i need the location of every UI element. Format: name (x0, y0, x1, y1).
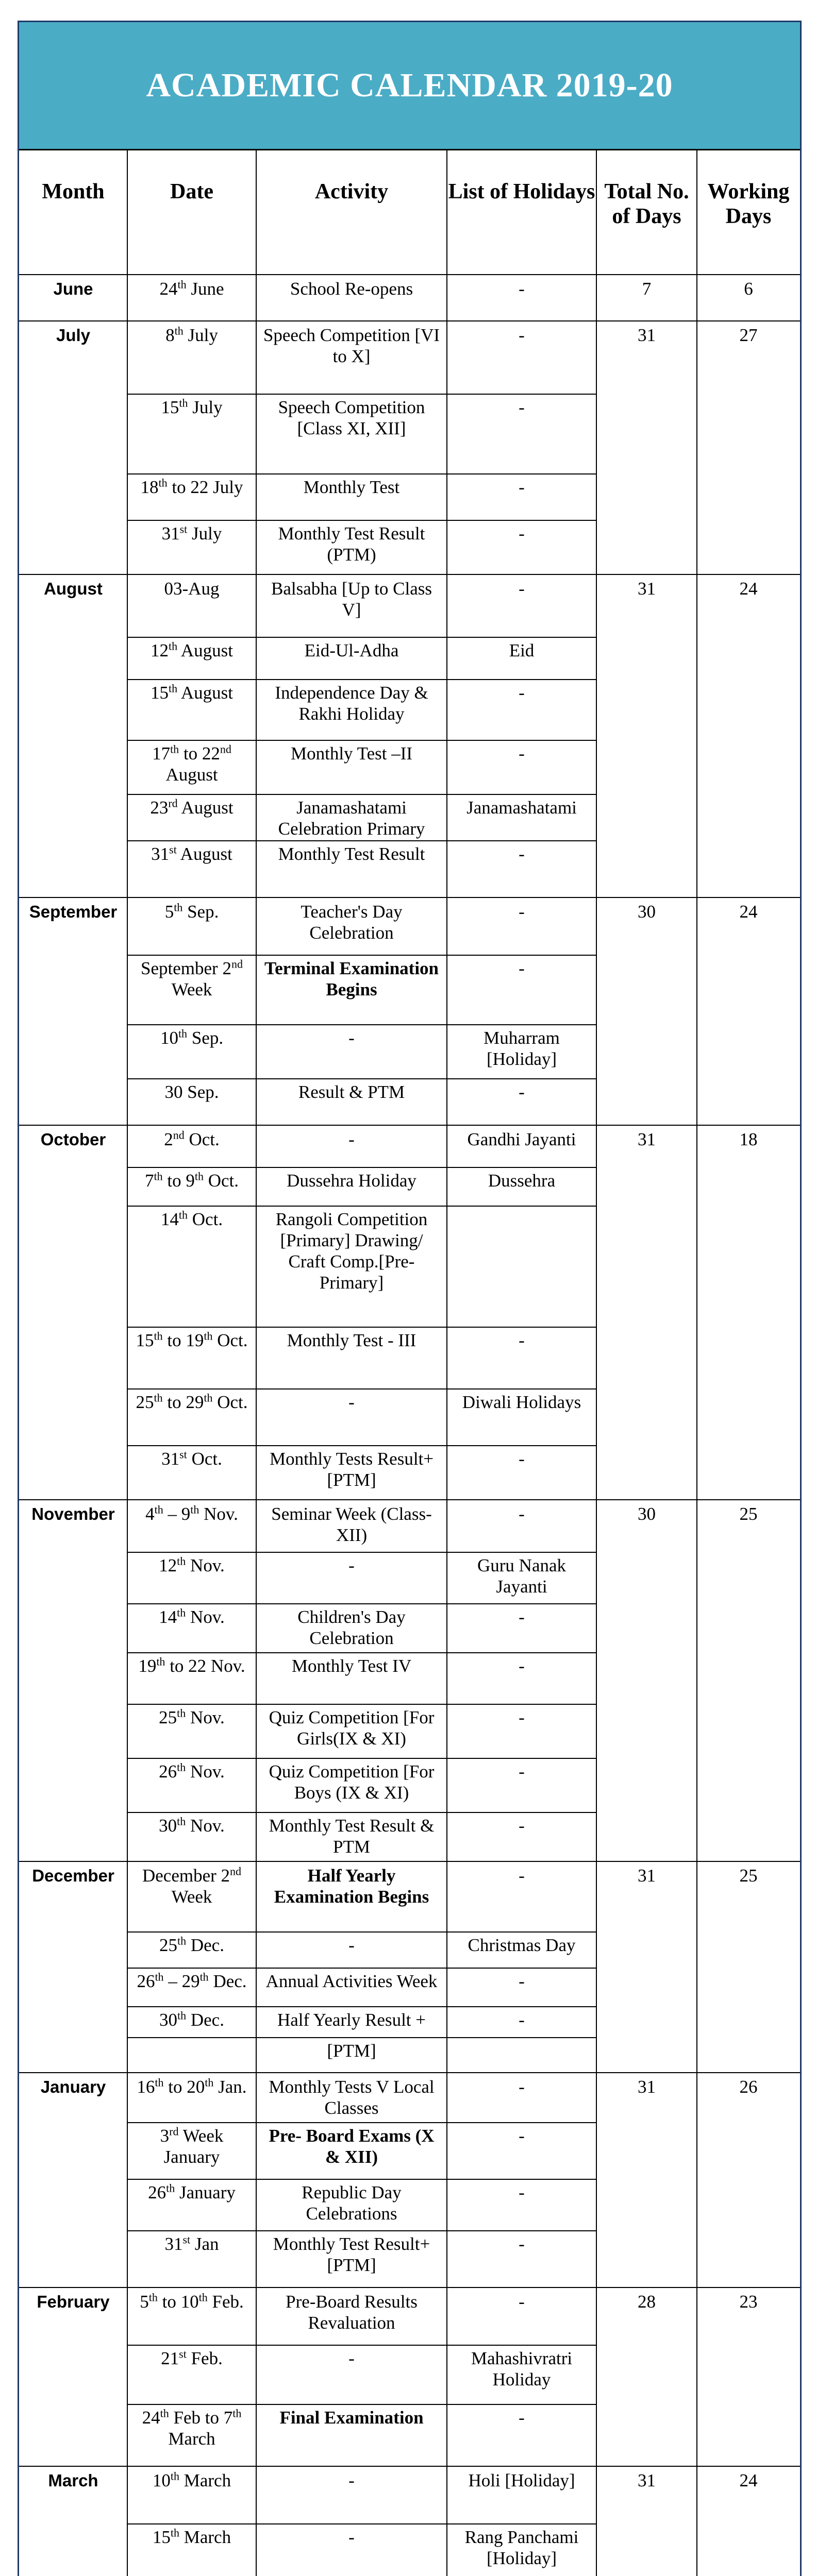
working-days: 27 (739, 325, 758, 345)
event-date: 03-Aug (164, 579, 220, 599)
header-working-days: Working Days (707, 180, 790, 228)
event-holiday: - (519, 2077, 525, 2097)
header-month: Month (42, 180, 105, 204)
header-activity: Activity (314, 180, 389, 204)
event-activity: Quiz Competition [For Boys (IX & XI) (269, 1761, 435, 1803)
column-divider (127, 150, 128, 2576)
event-date: 14th Nov. (159, 1606, 225, 1627)
event-activity: Rangoli Competition [Primary] Drawing/ Craft Comp.[Pre-Primary] (275, 1209, 428, 1293)
event-holiday: Eid (509, 640, 535, 660)
event-holiday: - (519, 1504, 525, 1524)
event-date: 31st Jan (164, 2233, 219, 2254)
event-activity: Republic Day Celebrations (302, 2182, 402, 2224)
working-days: 23 (739, 2292, 758, 2312)
event-activity: Speech Competition [Class XI, XII] (278, 397, 425, 438)
event-holiday: Diwali Holidays (462, 1392, 581, 1412)
event-date: 5th to 10th Feb. (140, 2291, 244, 2312)
event-activity: - (348, 1392, 355, 1412)
event-holiday: - (519, 1082, 525, 1102)
month-name: February (37, 2292, 110, 2311)
event-activity: Monthly Test Result (278, 844, 425, 864)
working-days: 6 (744, 279, 753, 299)
event-holiday: - (519, 477, 525, 497)
event-holiday: - (519, 397, 525, 417)
header-date: Date (170, 180, 213, 204)
total-days: 31 (638, 1129, 656, 1149)
event-holiday: Guru Nanak Jayanti (477, 1555, 567, 1597)
event-date: 24th June (159, 278, 224, 299)
event-activity: Speech Competition [VI to X] (263, 325, 440, 366)
event-date: 3rd Week January (160, 2125, 224, 2167)
event-activity: Half Yearly Result + (277, 2010, 426, 2030)
event-activity: - (348, 1935, 355, 1955)
event-date: 7th to 9th Oct. (144, 1170, 239, 1191)
event-holiday: - (519, 325, 525, 345)
event-activity: Monthly Tests V Local Classes (269, 2077, 435, 2118)
event-date: 21st Feb. (161, 2347, 223, 2368)
event-activity: Pre- Board Exams (X & XII) (269, 2126, 435, 2167)
event-holiday: - (519, 1816, 525, 1836)
event-activity: Teacher's Day Celebration (301, 902, 403, 943)
event-date: 30th Nov. (159, 1815, 225, 1836)
month-name: September (29, 902, 118, 921)
event-activity: - (348, 2470, 355, 2490)
event-activity: Monthly Test –II (290, 743, 413, 764)
event-date: 16th to 20th Jan. (137, 2076, 247, 2097)
event-date: 10th March (152, 2469, 231, 2490)
event-activity: Final Examination (279, 2408, 424, 2428)
event-holiday: - (519, 579, 525, 599)
event-date: 12th August (150, 639, 234, 660)
event-date: 15th March (152, 2526, 231, 2547)
event-holiday: - (519, 1866, 525, 1886)
event-holiday: - (519, 523, 525, 544)
event-activity: Monthly Test IV (291, 1656, 412, 1676)
total-days: 30 (638, 1504, 656, 1524)
column-divider (446, 150, 447, 2576)
event-date: 31st July (161, 522, 222, 544)
event-date: 30 Sep. (164, 1082, 219, 1102)
total-days: 31 (638, 2470, 656, 2490)
total-days: 28 (638, 2292, 656, 2312)
working-days: 26 (739, 2077, 758, 2097)
event-holiday: - (519, 2234, 525, 2254)
event-activity: Terminal Examination Begins (264, 958, 439, 999)
event-holiday (447, 2037, 596, 2072)
event-activity: - (348, 1028, 355, 1048)
event-holiday: - (519, 279, 525, 299)
event-date: 15th to 19th Oct. (136, 1329, 248, 1350)
total-days: 7 (642, 279, 652, 299)
event-holiday: - (519, 743, 525, 764)
event-holiday: - (519, 902, 525, 922)
event-activity: - (348, 2527, 355, 2547)
event-date: 23rd August (150, 796, 234, 818)
month-name: March (48, 2471, 98, 2490)
event-activity: - (348, 2348, 355, 2368)
event-activity: [PTM] (327, 2041, 376, 2061)
event-holiday: Mahashivratri Holiday (471, 2348, 573, 2389)
column-divider (256, 150, 257, 2576)
event-activity: Dussehra Holiday (287, 1171, 416, 1191)
event-activity: Quiz Competition [For Girls(IX & XI) (269, 1707, 435, 1749)
event-date: 24th Feb to 7th March (142, 2406, 242, 2449)
total-days: 31 (638, 579, 656, 599)
total-days: 31 (638, 1866, 656, 1886)
event-holiday: Christmas Day (468, 1935, 576, 1955)
header-total-days: Total No. of Days (604, 180, 689, 228)
event-date: 17th to 22nd August (152, 742, 231, 785)
event-date: 25th Dec. (159, 1934, 224, 1955)
event-holiday: Muharram [Holiday] (484, 1028, 560, 1069)
working-days: 24 (739, 2470, 758, 2490)
event-activity: Monthly Test (303, 477, 400, 497)
event-activity: School Re-opens (290, 279, 413, 299)
event-holiday: - (519, 1707, 525, 1727)
event-date: 12th Nov. (159, 1554, 225, 1575)
event-activity: Balsabha [Up to Class V] (271, 579, 432, 620)
working-days: 18 (739, 1129, 758, 1149)
working-days: 25 (739, 1866, 758, 1886)
header-holidays: List of Holidays (448, 180, 595, 204)
event-activity: Eid-Ul-Adha (304, 640, 399, 660)
total-days: 31 (638, 2077, 656, 2097)
event-activity: Pre-Board Results Revaluation (286, 2292, 418, 2333)
event-activity: Seminar Week (Class- XII) (271, 1504, 432, 1545)
event-holiday: - (519, 2182, 525, 2202)
calendar-title: ACADEMIC CALENDAR 2019-20 (19, 22, 800, 150)
working-days: 24 (739, 902, 758, 922)
event-holiday: - (519, 1607, 525, 1627)
event-date: 31st Oct. (161, 1448, 222, 1469)
event-holiday: Dussehra (488, 1171, 556, 1191)
event-holiday: Holi [Holiday] (468, 2470, 575, 2490)
column-divider (596, 150, 597, 2576)
event-holiday: - (519, 1449, 525, 1469)
event-date: 15th August (150, 682, 234, 703)
event-date: 14th Oct. (160, 1208, 223, 1229)
event-activity: Monthly Test Result (PTM) (278, 523, 425, 565)
event-holiday: - (519, 958, 525, 978)
event-activity: Independence Day & Rakhi Holiday (275, 683, 428, 724)
event-activity: Children's Day Celebration (297, 1607, 406, 1648)
event-activity: Monthly Test Result+ [PTM] (273, 2234, 430, 2275)
event-activity: - (348, 1129, 355, 1149)
calendar-frame (18, 21, 802, 2576)
column-divider (696, 150, 697, 2576)
month-name: January (40, 2077, 106, 2096)
month-name: December (32, 1866, 114, 1885)
event-holiday: - (519, 1330, 525, 1350)
event-date: 26th Nov. (159, 1760, 225, 1782)
total-days: 31 (638, 325, 656, 345)
event-date: September 2nd Week (141, 957, 243, 999)
month-name: August (44, 579, 103, 598)
event-date: 30th Dec. (159, 2009, 224, 2030)
month-name: October (40, 1130, 106, 1149)
event-holiday: - (519, 683, 525, 703)
event-activity: - (348, 1555, 355, 1575)
event-holiday: Janamashatami (467, 798, 577, 818)
event-date: 26th – 29th Dec. (137, 1970, 247, 1991)
event-holiday: - (519, 1971, 525, 1991)
total-days: 30 (638, 902, 656, 922)
event-date: 2nd Oct. (164, 1128, 220, 1149)
event-activity: Annual Activities Week (265, 1971, 438, 1991)
event-holiday: - (519, 2010, 525, 2030)
event-holiday: - (519, 1656, 525, 1676)
event-date: 15th July (161, 396, 223, 417)
event-holiday: - (519, 2292, 525, 2312)
event-date: 25th Nov. (159, 1706, 225, 1727)
event-date: 18th to 22 July (140, 476, 243, 497)
event-activity: Half Yearly Examination Begins (274, 1866, 429, 1907)
month-name: June (53, 279, 93, 298)
event-date: 4th – 9th Nov. (145, 1503, 238, 1524)
event-date (127, 2037, 256, 2072)
event-holiday (447, 1206, 596, 1327)
event-activity: Monthly Test - III (287, 1330, 416, 1350)
event-date: 8th July (165, 324, 218, 345)
event-date: 26th January (148, 2181, 236, 2202)
month-name: November (31, 1504, 115, 1523)
event-holiday: - (519, 2126, 525, 2146)
event-activity: Monthly Tests Result+[PTM] (269, 1449, 434, 1490)
working-days: 25 (739, 1504, 758, 1524)
event-date: 10th Sep. (160, 1027, 224, 1048)
event-holiday: Rang Panchami [Holiday] (464, 2527, 579, 2568)
event-holiday: - (519, 1761, 525, 1782)
event-holiday: - (519, 844, 525, 864)
event-date: 5th Sep. (164, 901, 219, 922)
event-date: 25th to 29th Oct. (136, 1391, 248, 1412)
event-holiday: - (519, 2408, 525, 2428)
event-activity: Monthly Test Result & PTM (269, 1816, 435, 1857)
event-activity: Result & PTM (298, 1082, 405, 1102)
event-activity: Janamashatami Celebration Primary (278, 798, 425, 839)
event-date: 31st August (151, 843, 232, 864)
month-name: July (56, 326, 91, 345)
event-date: 19th to 22 Nov. (138, 1655, 245, 1676)
event-holiday: Gandhi Jayanti (467, 1129, 576, 1149)
working-days: 24 (739, 579, 758, 599)
event-date: December 2nd Week (142, 1865, 242, 1907)
